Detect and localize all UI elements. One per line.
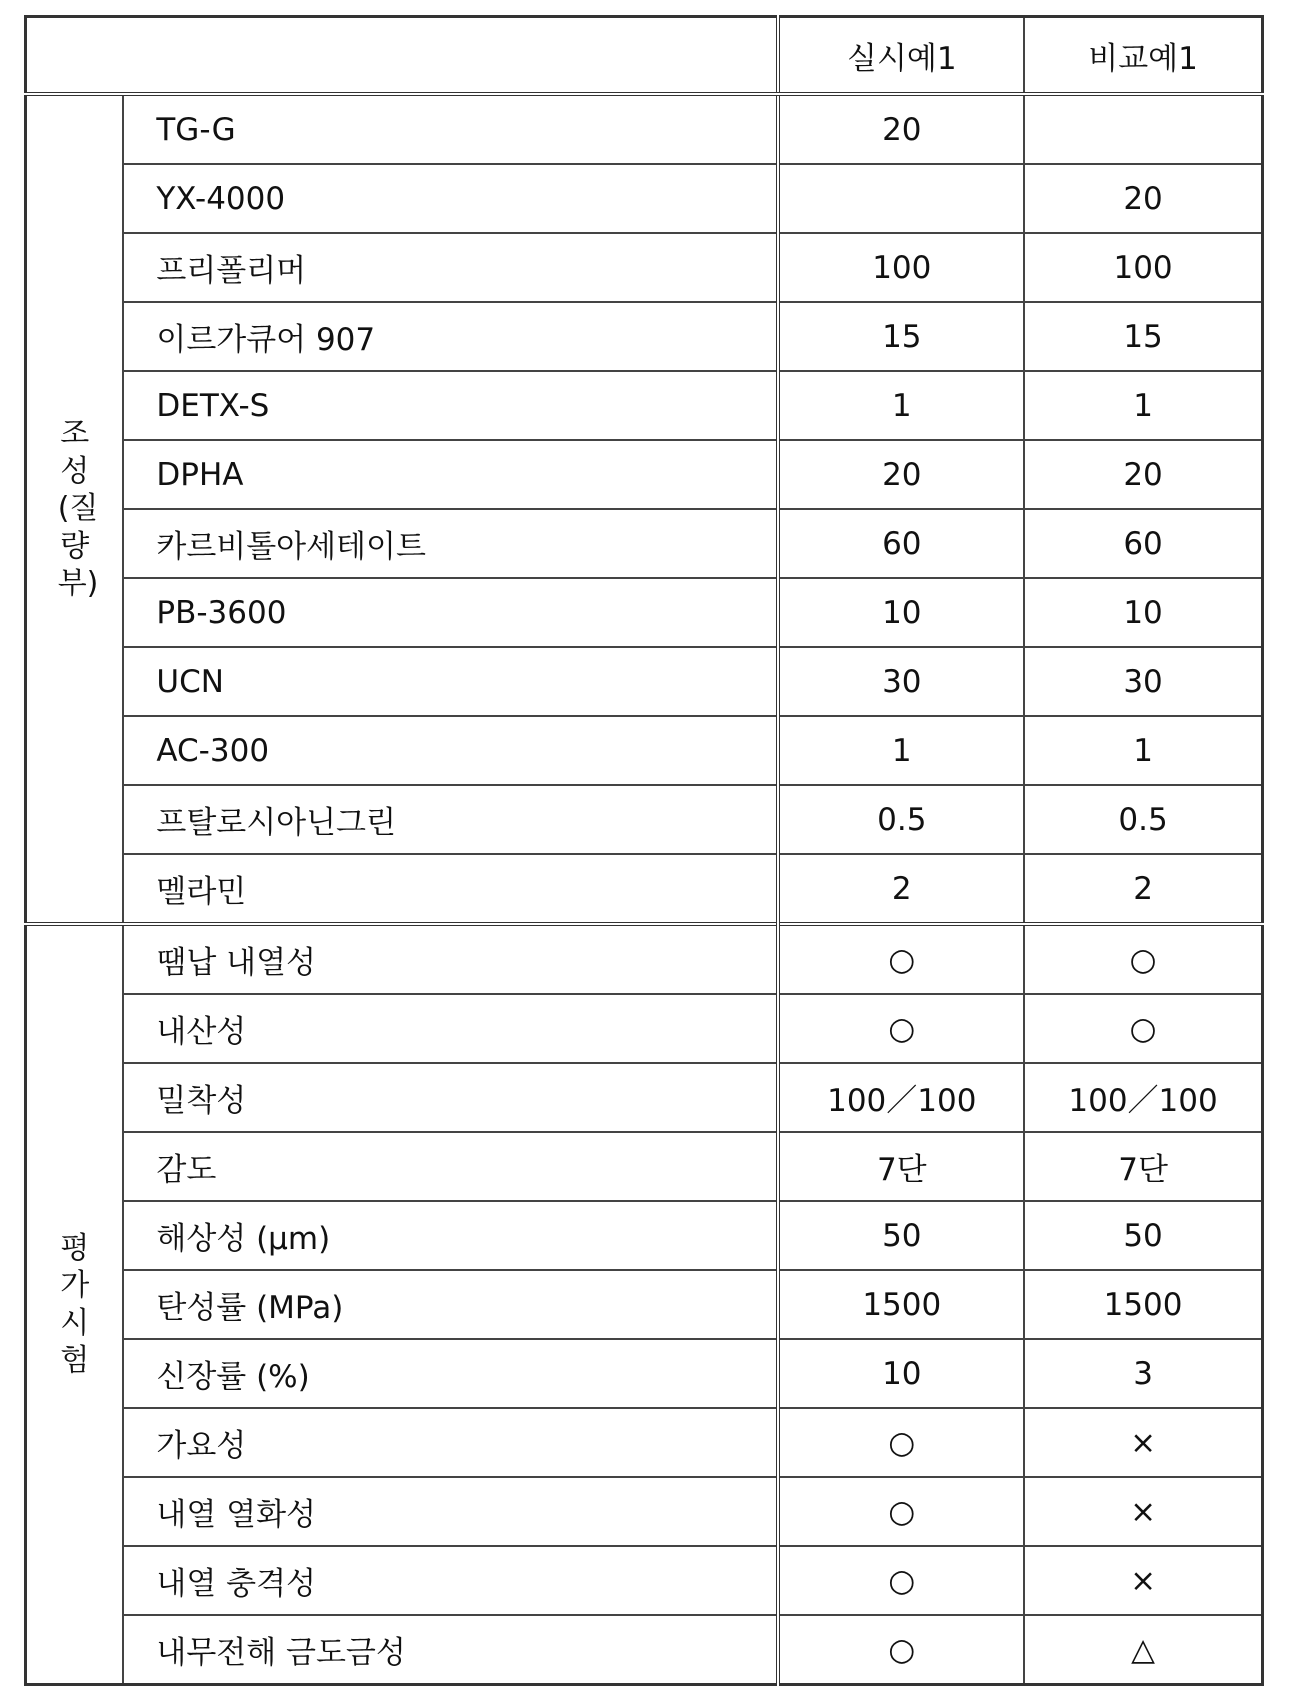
row-label: YX-4000: [123, 164, 778, 233]
comparative-1-value: 1500: [1024, 1270, 1262, 1339]
table-row: [26, 440, 1263, 509]
table-row: [26, 1339, 1263, 1408]
table-row: [26, 1546, 1263, 1615]
example-1-value: 10: [778, 578, 1024, 647]
row-label: 밀착성: [123, 1063, 778, 1132]
group-label-text: 평가 시험: [58, 1230, 92, 1380]
example-1-value: 0.5: [778, 785, 1024, 854]
example-1-value: 30: [778, 647, 1024, 716]
table-row: [26, 1201, 1263, 1270]
row-label: 이르가큐어 907: [123, 302, 778, 371]
example-1-value: 10: [778, 1339, 1024, 1408]
row-label: 카르비톨아세테이트: [123, 509, 778, 578]
row-label: 프리폴리머: [123, 233, 778, 302]
header-comparative-1: 비교예1: [1024, 17, 1262, 95]
evaluation-group-label: [26, 924, 124, 1685]
row-label: TG-G: [123, 94, 778, 164]
composition-group-label: [26, 94, 124, 924]
example-1-value: 20: [778, 440, 1024, 509]
comparative-1-value: [1024, 94, 1262, 164]
comparative-1-value: 60: [1024, 509, 1262, 578]
table-row: [26, 1477, 1263, 1546]
comparative-1-value: 15: [1024, 302, 1262, 371]
table-row: [26, 1408, 1263, 1477]
comparative-1-value: ×: [1024, 1546, 1262, 1615]
comparative-1-value: ○: [1024, 994, 1262, 1063]
comparative-1-value: 2: [1024, 854, 1262, 924]
example-1-value: 20: [778, 94, 1024, 164]
group-label-text: 조성(질량부): [58, 415, 92, 603]
comparative-1-value: 100: [1024, 233, 1262, 302]
table-row: [26, 1615, 1263, 1685]
table-row: [26, 302, 1263, 371]
row-label: 멜라민: [123, 854, 778, 924]
comparative-1-value: 20: [1024, 164, 1262, 233]
example-1-value: 60: [778, 509, 1024, 578]
example-1-value: 100: [778, 233, 1024, 302]
row-label: 내열 열화성: [123, 1477, 778, 1546]
table-row: [26, 785, 1263, 854]
table-row: [26, 647, 1263, 716]
example-1-value: [778, 164, 1024, 233]
row-label: DETX-S: [123, 371, 778, 440]
table-row: [26, 578, 1263, 647]
row-label: UCN: [123, 647, 778, 716]
example-1-value: ○: [778, 1408, 1024, 1477]
table-row: [26, 509, 1263, 578]
table-row: [26, 164, 1263, 233]
row-label: 땜납 내열성: [123, 924, 778, 994]
table-row: [26, 1063, 1263, 1132]
example-1-value: 1: [778, 716, 1024, 785]
table-row: [26, 371, 1263, 440]
row-label: PB-3600: [123, 578, 778, 647]
comparative-1-value: 1: [1024, 371, 1262, 440]
header-row: [26, 17, 1263, 95]
example-1-value: ○: [778, 1546, 1024, 1615]
comparative-1-value: ×: [1024, 1477, 1262, 1546]
row-label: 내열 충격성: [123, 1546, 778, 1615]
example-1-value: 1: [778, 371, 1024, 440]
table-row: [26, 854, 1263, 924]
row-label: 내무전해 금도금성: [123, 1615, 778, 1685]
table-row: [26, 924, 1263, 994]
corner-cell: [26, 17, 779, 95]
example-1-value: 15: [778, 302, 1024, 371]
comparative-1-value: 20: [1024, 440, 1262, 509]
row-label: 감도: [123, 1132, 778, 1201]
example-1-value: ○: [778, 994, 1024, 1063]
table-row: [26, 233, 1263, 302]
comparative-1-value: 10: [1024, 578, 1262, 647]
results-table: [24, 15, 1264, 1686]
row-label: 가요성: [123, 1408, 778, 1477]
comparative-1-value: 50: [1024, 1201, 1262, 1270]
comparative-1-value: 3: [1024, 1339, 1262, 1408]
table-row: [26, 994, 1263, 1063]
example-1-value: 7단: [778, 1132, 1024, 1201]
row-label: 탄성률 (MPa): [123, 1270, 778, 1339]
table-row: [26, 716, 1263, 785]
example-1-value: ○: [778, 924, 1024, 994]
table-row: [26, 1270, 1263, 1339]
example-1-value: ○: [778, 1477, 1024, 1546]
row-label: 해상성 (μm): [123, 1201, 778, 1270]
comparative-1-value: 30: [1024, 647, 1262, 716]
header-example-1: 실시예1: [778, 17, 1024, 95]
example-1-value: 50: [778, 1201, 1024, 1270]
table-row: [26, 1132, 1263, 1201]
row-label: 내산성: [123, 994, 778, 1063]
row-label: 프탈로시아닌그린: [123, 785, 778, 854]
comparative-1-value: 100／100: [1024, 1063, 1262, 1132]
example-1-value: 1500: [778, 1270, 1024, 1339]
comparative-1-value: ×: [1024, 1408, 1262, 1477]
comparative-1-value: 0.5: [1024, 785, 1262, 854]
row-label: AC-300: [123, 716, 778, 785]
example-1-value: 2: [778, 854, 1024, 924]
example-1-value: ○: [778, 1615, 1024, 1685]
example-1-value: 100／100: [778, 1063, 1024, 1132]
row-label: DPHA: [123, 440, 778, 509]
row-label: 신장률 (%): [123, 1339, 778, 1408]
comparative-1-value: 7단: [1024, 1132, 1262, 1201]
comparative-1-value: △: [1024, 1615, 1262, 1685]
comparative-1-value: 1: [1024, 716, 1262, 785]
table-row: [26, 94, 1263, 164]
comparative-1-value: ○: [1024, 924, 1262, 994]
